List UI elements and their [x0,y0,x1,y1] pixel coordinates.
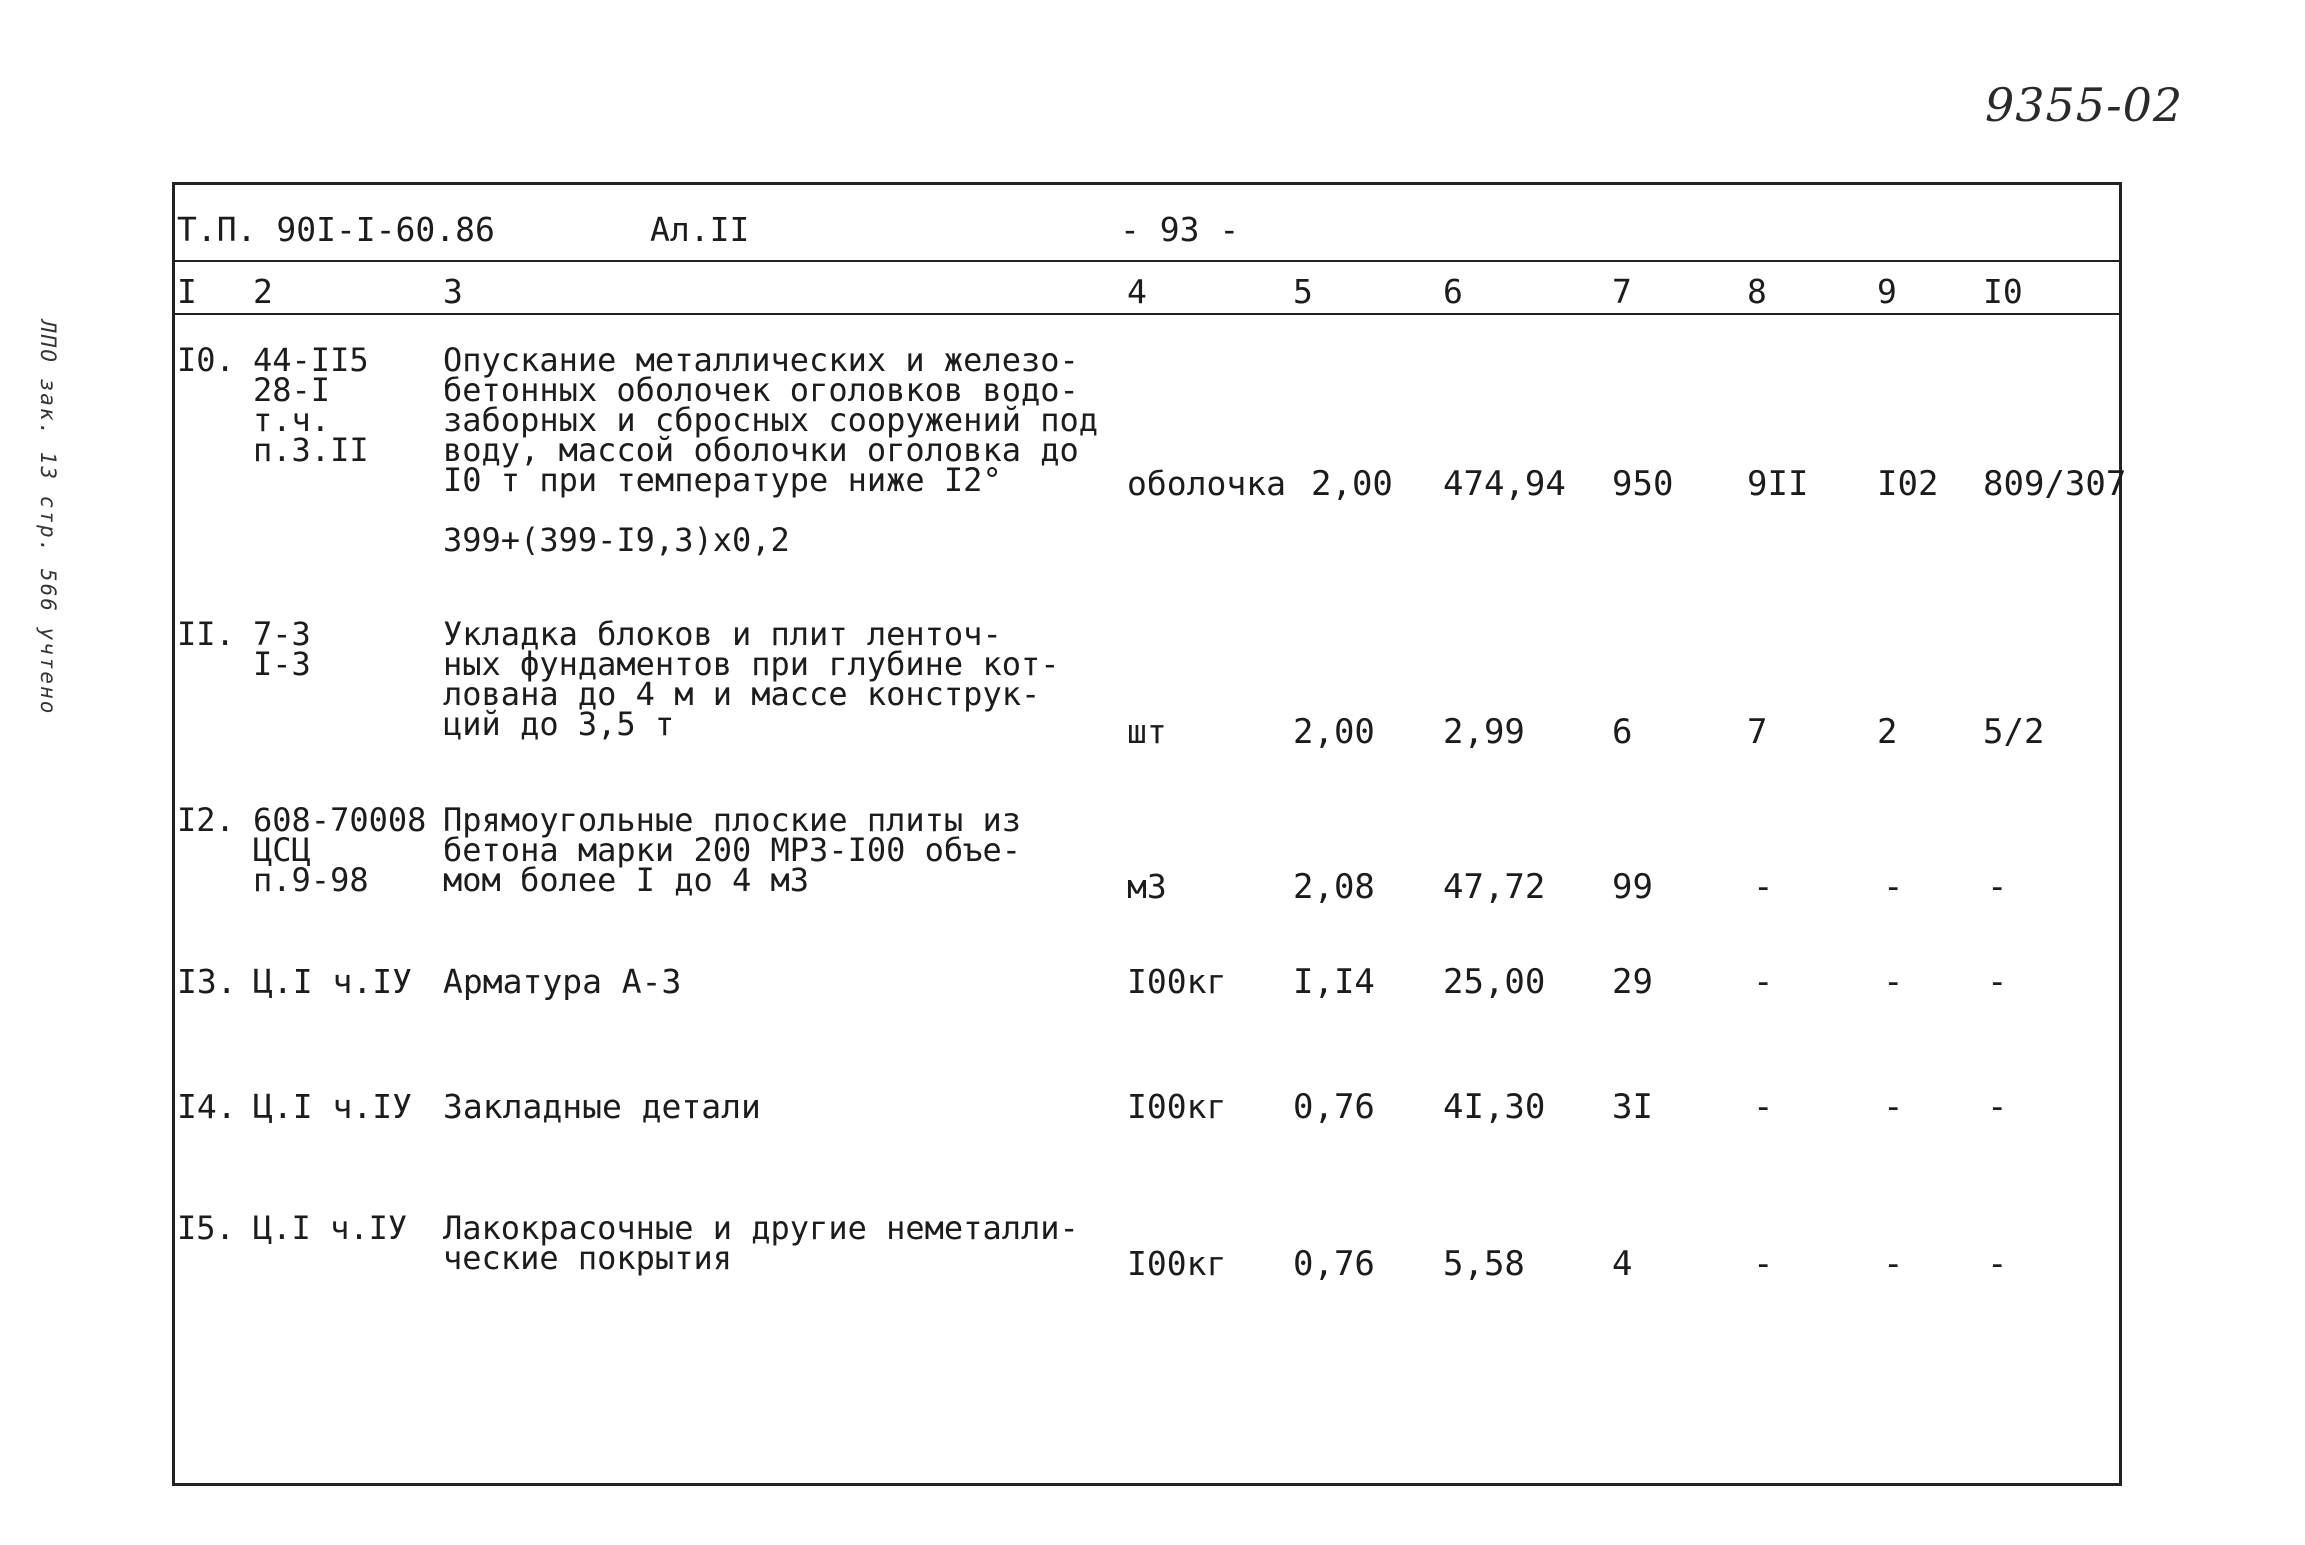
col-header-1: I [177,272,197,311]
row-col9: - [1883,1087,1904,1127]
row-total: 3I [1612,1087,1653,1127]
row-total: 950 [1612,464,1674,504]
row-code: 608-70008 ЦСЦ п.9-98 [253,801,427,899]
document-number: 9355-02 [1985,78,2184,132]
row-col10: - [1987,1244,2008,1284]
row-code: Ц.I ч.IУ [253,1209,408,1247]
col-header-6: 6 [1443,272,1463,311]
row-col9: - [1883,867,1904,907]
row-description: Лакокрасочные и другие неметалли- ческие покрытия [443,1209,1079,1277]
row-code: 44-II5 28-I т.ч. п.3.II [253,341,369,469]
designation: Т.П. 90I-I-60.86 [177,210,495,249]
row-number: I4. [177,1087,237,1126]
row-description: Опускание металлических и железо- бетонных оболочек оголовков водо- заборных и сбросных сооружений под воду, массой оболочки оголовка до I0 т при температуре ниже I2° [443,341,1099,499]
row-description: Прямоугольные плоские плиты из бетона марки 200 МРЗ-I00 объе- мом более I до 4 м3 [443,801,1021,899]
row-unit: I00кг [1127,962,1227,1001]
row-price: 47,72 [1443,867,1546,907]
row-col8: 9II [1747,464,1809,504]
row-unit: I00кг [1127,1087,1227,1126]
row-col10: - [1987,962,2008,1002]
row-total: 4 [1612,1244,1633,1284]
row-total: 99 [1612,867,1653,907]
side-note: ЛПО зак. 13 стр. 566 учтено [36,320,60,716]
row-unit: I00кг [1127,1244,1227,1283]
col-header-3: 3 [443,272,463,311]
row-price: 5,58 [1443,1244,1525,1284]
divider [175,260,2119,262]
col-header-7: 7 [1612,272,1632,311]
col-header-5: 5 [1293,272,1313,311]
row-description: Арматура А-3 [443,962,682,1001]
row-number: II. [177,615,235,653]
row-total: 6 [1612,712,1633,752]
row-code: Ц.I ч.IУ [253,1087,412,1126]
row-quantity: I,I4 [1293,962,1375,1002]
row-number: I5. [177,1209,235,1247]
row-number: I2. [177,801,235,839]
table-frame [172,182,2127,1486]
row-quantity: 2,00 [1293,712,1375,752]
row-unit: шт [1127,712,1167,751]
row-quantity: 2,08 [1293,867,1375,907]
page-number: - 93 - [1120,210,1240,249]
album-label: Ал.II [650,210,750,249]
row-col10: - [1987,1087,2008,1127]
row-number: I3. [177,962,237,1001]
row-unit: м3 [1127,867,1167,906]
row-quantity: 2,00 [1311,464,1393,504]
row-col8: - [1753,1087,1774,1127]
row-description: Закладные детали [443,1087,761,1126]
row-col10: 809/307 [1983,464,2127,504]
row-total: 29 [1612,962,1653,1002]
row-col8: - [1753,1244,1774,1284]
col-header-10: I0 [1983,272,2023,311]
row-quantity: 0,76 [1293,1244,1375,1284]
row-col9: - [1883,962,1904,1002]
row-price: 25,00 [1443,962,1546,1002]
row-col8: - [1753,962,1774,1002]
row-code: 7-3 I-3 [253,615,311,683]
row-description: Укладка блоков и плит ленточ- ных фундаментов при глубине кот- лована до 4 м и массе конструк- ций до 3,5 т [443,615,1060,743]
col-header-2: 2 [253,272,273,311]
col-header-8: 8 [1747,272,1767,311]
row-col8: 7 [1747,712,1768,752]
row-price: 2,99 [1443,712,1525,752]
row-quantity: 0,76 [1293,1087,1375,1127]
row-col10: - [1987,867,2008,907]
row-col10: 5/2 [1983,712,2045,752]
row-price: 4I,30 [1443,1087,1546,1127]
row-col9: 2 [1877,712,1898,752]
row-col9: - [1883,1244,1904,1284]
divider [175,313,2119,315]
row-price: 474,94 [1443,464,1566,504]
col-header-4: 4 [1127,272,1147,311]
row-formula: 399+(399-I9,3)x0,2 [443,521,790,559]
row-col8: - [1753,867,1774,907]
row-col9: I02 [1877,464,1939,504]
row-unit: оболочка [1127,464,1286,503]
col-header-9: 9 [1877,272,1897,311]
row-code: Ц.I ч.IУ [253,962,412,1001]
row-number: I0. [177,341,235,379]
